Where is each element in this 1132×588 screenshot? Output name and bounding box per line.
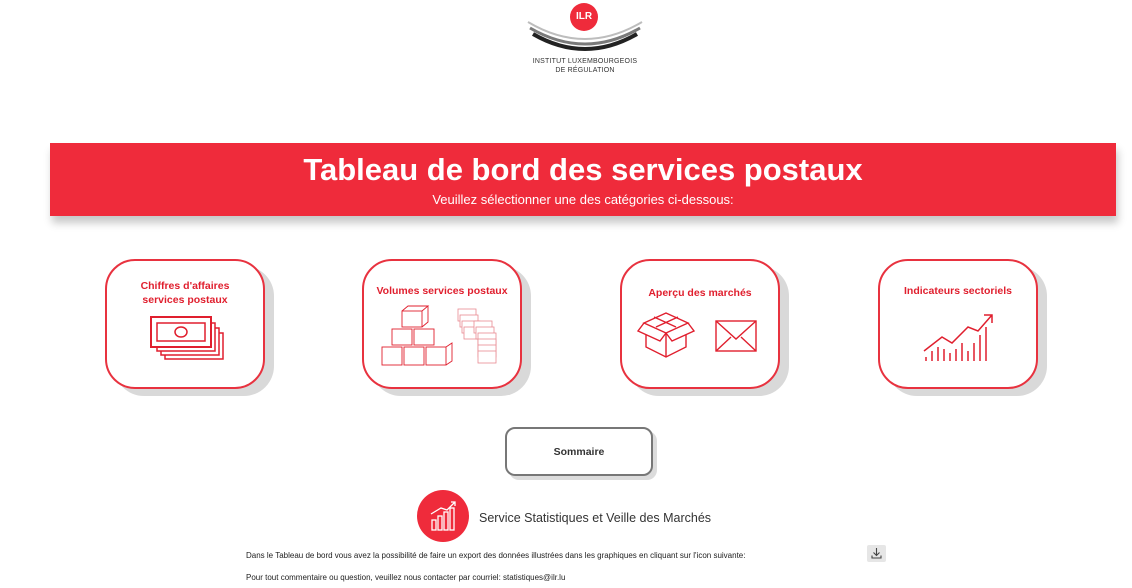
card-indicateurs-sectoriels[interactable] — [878, 259, 1038, 389]
ilr-logo-mark — [520, 0, 650, 56]
card-title: Aperçu des marchés — [648, 287, 752, 299]
sommaire-label: Sommaire — [553, 445, 605, 458]
service-name: Service Statistiques et Veille des Marchés — [479, 511, 712, 525]
parcels-letters-icon — [378, 305, 508, 371]
contact-info-text: Pour tout commentaire ou question, veuillez nous contacter par courriel: statistiques@ilr.lu — [246, 573, 566, 582]
card-title: Volumes services postaux — [376, 285, 508, 297]
card-chiffres-affaires[interactable] — [105, 259, 265, 389]
download-icon[interactable] — [867, 545, 886, 562]
growth-chart-icon — [920, 307, 1000, 367]
box-envelope-icon — [636, 311, 766, 359]
export-info-text: Dans le Tableau de bord vous avez la possibilité de faire un export des données illustrées dans les graphiques en cliquant sur l'icon suivante: — [246, 551, 746, 560]
card-apercu-marches[interactable] — [620, 259, 780, 389]
card-title-line-2: services postaux — [142, 294, 228, 306]
logo-badge-text: ILR — [575, 11, 593, 22]
logo-line-1: INSTITUT LUXEMBOURGEOIS — [532, 58, 638, 65]
sommaire-button[interactable] — [505, 427, 653, 476]
banknotes-icon — [147, 313, 227, 365]
page-subtitle: Veuillez sélectionner une des catégories ci-dessous: — [432, 192, 734, 207]
card-title-line-1: Chiffres d'affaires — [140, 280, 230, 292]
card-volumes-services[interactable] — [362, 259, 522, 389]
page-title: Tableau de bord des services postaux — [303, 152, 863, 187]
ilr-logo — [520, 0, 650, 82]
card-title: Indicateurs sectoriels — [904, 285, 1012, 297]
title-banner — [50, 143, 1116, 216]
stats-chart-icon — [417, 490, 469, 542]
logo-line-2: DE RÉGULATION — [555, 67, 615, 74]
